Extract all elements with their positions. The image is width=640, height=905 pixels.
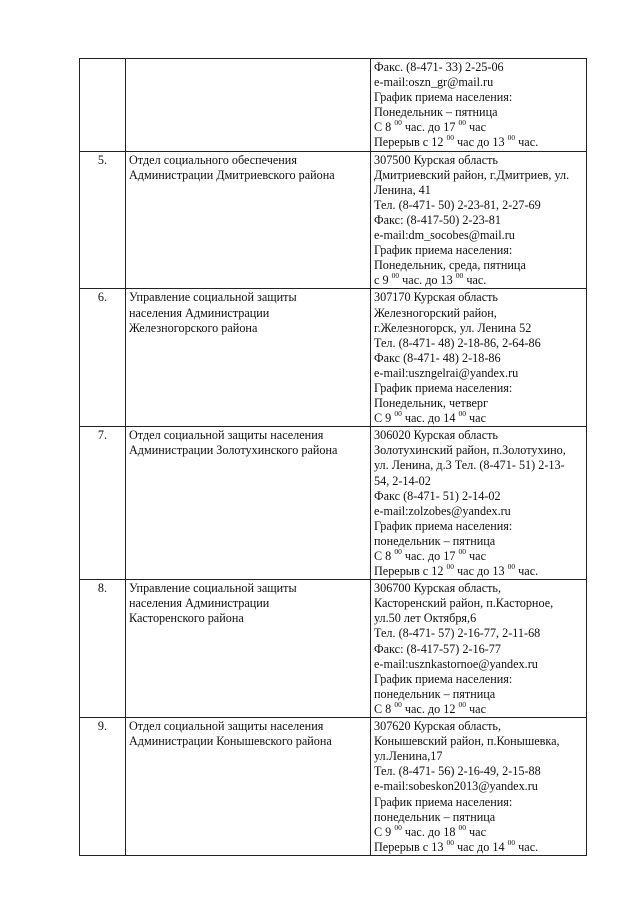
contact-text: Ленина, 41 xyxy=(374,182,431,197)
time-superscript: 00 xyxy=(458,699,466,709)
contact-text: С 9 xyxy=(374,411,395,426)
contact-text: час xyxy=(466,120,486,135)
contact-line xyxy=(374,764,583,779)
contact-text: час xyxy=(466,549,486,563)
row-number: 5. xyxy=(80,151,126,289)
contact-line xyxy=(374,837,583,855)
contact-line xyxy=(374,458,583,473)
contact-text: Факс (8-471- 51) 2-14-02 xyxy=(374,488,501,503)
contact-text: понедельник – пятница xyxy=(374,533,496,548)
contact-line xyxy=(374,504,583,519)
contact-line xyxy=(374,366,583,381)
contact-line xyxy=(374,273,583,288)
office-name-line: Железногорского района xyxy=(129,320,258,335)
office-name xyxy=(126,59,371,152)
contact-line xyxy=(374,198,583,213)
time-superscript: 00 xyxy=(458,822,466,832)
office-name-line: Отдел социальной защиты населения xyxy=(129,428,324,443)
contact-text: час до 13 xyxy=(454,135,508,150)
contact-text: e-mail:dm_socobes@mail.ru xyxy=(374,228,515,243)
contact-line xyxy=(374,642,583,657)
office-contact-info xyxy=(371,289,587,427)
contact-text: Перерыв с 13 xyxy=(374,839,447,854)
contact-text: С 9 xyxy=(374,824,395,839)
contact-text: e-mail:usznkastornoe@yandex.ru xyxy=(374,656,538,671)
contact-text: e-mail:uszngelrai@yandex.ru xyxy=(374,365,519,380)
contact-text: г.Железногорск, ул. Ленина 52 xyxy=(374,320,532,335)
contact-text: 306020 Курская область xyxy=(374,428,498,443)
contact-text: Перерыв с 12 xyxy=(374,564,447,579)
contact-text: час. до 13 xyxy=(399,273,456,288)
table-row xyxy=(80,151,587,289)
time-superscript: 00 xyxy=(446,562,454,572)
time-superscript: 00 xyxy=(458,547,466,556)
contact-line xyxy=(374,822,583,840)
contact-text: понедельник – пятница xyxy=(374,809,496,824)
contact-line xyxy=(374,581,583,596)
contact-line xyxy=(374,228,583,243)
contact-text: понедельник – пятница xyxy=(374,686,496,701)
office-name-line: Отдел социального обеспечения xyxy=(129,152,297,167)
contact-line xyxy=(374,411,583,426)
contact-line xyxy=(374,60,583,75)
contact-line xyxy=(374,596,583,611)
row-number: 6. xyxy=(80,289,126,427)
contact-text: e-mail:sobeskon2013@yandex.ru xyxy=(374,779,538,794)
contact-text: Железногорский район, xyxy=(374,305,497,320)
contact-line xyxy=(374,699,583,717)
contact-text: 306700 Курская область, xyxy=(374,581,502,596)
contact-text: час до 14 xyxy=(454,839,508,854)
contact-line xyxy=(374,534,583,549)
contact-line xyxy=(374,443,583,458)
contact-line xyxy=(374,795,583,810)
contact-text: Факс (8-471- 48) 2-18-86 xyxy=(374,350,501,365)
time-superscript: 00 xyxy=(394,547,402,556)
contact-text: Тел. (8-471- 48) 2-18-86, 2-64-86 xyxy=(374,335,541,350)
contact-text: График приема населения: xyxy=(374,518,513,533)
contact-text: График приема населения: xyxy=(374,671,513,686)
contact-text: час. xyxy=(515,135,539,150)
time-superscript: 00 xyxy=(394,699,402,709)
time-superscript: 00 xyxy=(394,118,402,128)
offices-table xyxy=(79,58,587,856)
offices-table-body xyxy=(80,59,587,856)
contact-text: Факс: (8-417-50) 2-23-81 xyxy=(374,212,501,227)
contact-line xyxy=(374,75,583,90)
contact-line xyxy=(374,396,583,411)
row-number: 7. xyxy=(80,427,126,580)
office-name xyxy=(126,718,371,856)
time-superscript: 00 xyxy=(507,562,516,572)
contact-line xyxy=(374,734,583,749)
contact-text: ул.Ленина,17 xyxy=(374,749,443,764)
time-superscript: 00 xyxy=(507,133,516,143)
contact-text: с 9 xyxy=(374,273,392,288)
contact-line xyxy=(374,105,583,120)
contact-text: час. до 12 xyxy=(401,701,459,716)
contact-text: час. xyxy=(515,564,539,579)
contact-line xyxy=(374,351,583,366)
time-superscript: 00 xyxy=(455,271,464,281)
contact-line xyxy=(374,519,583,534)
row-number: 9. xyxy=(80,718,126,856)
contact-line xyxy=(374,336,583,351)
contact-line xyxy=(374,779,583,794)
time-superscript: 00 xyxy=(446,133,454,143)
contact-line xyxy=(374,626,583,641)
contact-text: График приема населения: xyxy=(374,243,513,258)
office-name-line: Управление социальной защиты xyxy=(129,581,297,596)
contact-text: 307170 Курская область xyxy=(374,290,498,305)
contact-text: Факс: (8-417-57) 2-16-77 xyxy=(374,641,501,656)
table-row xyxy=(80,59,587,152)
contact-line xyxy=(374,564,583,579)
contact-text: час. до 17 xyxy=(401,549,459,563)
time-superscript: 00 xyxy=(394,409,402,419)
contact-line xyxy=(374,381,583,396)
time-superscript: 00 xyxy=(446,837,454,847)
office-name xyxy=(126,427,371,580)
office-contact-info xyxy=(371,151,587,289)
contact-line xyxy=(374,243,583,258)
contact-line xyxy=(374,657,583,672)
contact-line xyxy=(374,183,583,198)
contact-text: График приема населения: xyxy=(374,794,513,809)
contact-line xyxy=(374,90,583,105)
time-superscript: 00 xyxy=(458,409,466,419)
contact-text: Понедельник – пятница xyxy=(374,105,498,120)
time-superscript: 00 xyxy=(507,837,516,847)
contact-line xyxy=(374,549,583,564)
contact-text: Факс. (8-471- 33) 2-25-06 xyxy=(374,60,504,74)
contact-line xyxy=(374,489,583,504)
row-number: 8. xyxy=(80,580,126,718)
contact-line xyxy=(374,213,583,228)
contact-text: График приема населения: xyxy=(374,380,513,395)
table-row xyxy=(80,718,587,856)
contact-text: час. xyxy=(515,839,539,854)
contact-text: Понедельник, четверг xyxy=(374,396,489,411)
time-superscript: 00 xyxy=(391,271,400,281)
contact-line xyxy=(374,135,583,150)
contact-line xyxy=(374,290,583,305)
contact-text: С 8 xyxy=(374,701,395,716)
contact-text: час xyxy=(466,701,486,716)
contact-text: Перерыв с 12 xyxy=(374,135,447,150)
contact-line xyxy=(374,306,583,321)
office-name xyxy=(126,289,371,427)
office-name-line: Управление социальной защиты xyxy=(129,290,297,305)
office-name-line: Администрации Золотухинского района xyxy=(129,443,338,458)
contact-line xyxy=(374,258,583,273)
contact-text: С 8 xyxy=(374,120,395,135)
contact-text: час xyxy=(466,824,486,839)
contact-text: Конышевский район, п.Конышевка, xyxy=(374,734,560,749)
office-name-line: населения Администрации xyxy=(129,596,270,611)
contact-text: 307620 Курская область, xyxy=(374,719,502,734)
contact-text: Тел. (8-471- 56) 2-16-49, 2-15-88 xyxy=(374,764,541,779)
office-contact-info xyxy=(371,427,587,580)
contact-line xyxy=(374,672,583,687)
contact-text: Дмитриевский район, г.Дмитриев, ул. xyxy=(374,167,570,182)
office-contact-info xyxy=(371,580,587,718)
office-name xyxy=(126,580,371,718)
row-number xyxy=(80,59,126,152)
contact-line xyxy=(374,321,583,336)
contact-text: ул.50 лет Октября,6 xyxy=(374,611,477,626)
time-superscript: 00 xyxy=(458,118,466,128)
office-name xyxy=(126,151,371,289)
contact-text: Тел. (8-471- 57) 2-16-77, 2-11-68 xyxy=(374,626,541,641)
contact-line xyxy=(374,474,583,489)
contact-text: ул. Ленина, д.3 Тел. (8-471- 51) 2-13- xyxy=(374,458,565,473)
table-row xyxy=(80,427,587,580)
office-name-line: Администрации Конышевского района xyxy=(129,734,332,749)
contact-line xyxy=(374,687,583,702)
office-contact-info xyxy=(371,59,587,152)
contact-text: 307500 Курская область xyxy=(374,152,498,167)
contact-line xyxy=(374,611,583,626)
contact-line xyxy=(374,428,583,443)
contact-line xyxy=(374,810,583,825)
contact-text: час. до 17 xyxy=(401,120,459,135)
contact-text: e-mail:zolzobes@yandex.ru xyxy=(374,503,511,518)
office-name-line: Администрации Дмитриевского района xyxy=(129,167,335,182)
contact-text: час до 13 xyxy=(454,564,508,579)
office-name-line: Отдел социальной защиты населения xyxy=(129,719,324,734)
contact-text: час. до 14 xyxy=(401,411,459,426)
contact-text: График приема населения: xyxy=(374,90,513,105)
contact-line xyxy=(374,120,583,135)
contact-text: С 8 xyxy=(374,549,395,563)
contact-text: 54, 2-14-02 xyxy=(374,473,431,488)
contact-text: час xyxy=(466,411,486,426)
office-name-line: населения Администрации xyxy=(129,305,270,320)
office-contact-info xyxy=(371,718,587,856)
table-row xyxy=(80,580,587,718)
contact-text: e-mail:oszn_gr@mail.ru xyxy=(374,75,494,90)
contact-text: Тел. (8-471- 50) 2-23-81, 2-27-69 xyxy=(374,197,541,212)
office-name-line: Касторенского района xyxy=(129,611,244,626)
contact-text: Золотухинский район, п.Золотухино, xyxy=(374,443,566,458)
contact-line xyxy=(374,153,583,168)
contact-text: час. xyxy=(463,273,487,288)
table-row xyxy=(80,289,587,427)
contact-text: Касторенский район, п.Касторное, xyxy=(374,596,554,611)
contact-line xyxy=(374,719,583,734)
contact-line xyxy=(374,749,583,764)
time-superscript: 00 xyxy=(394,822,402,832)
contact-line xyxy=(374,168,583,183)
contact-text: час. до 18 xyxy=(401,824,459,839)
contact-text: Понедельник, среда, пятница xyxy=(374,258,526,273)
